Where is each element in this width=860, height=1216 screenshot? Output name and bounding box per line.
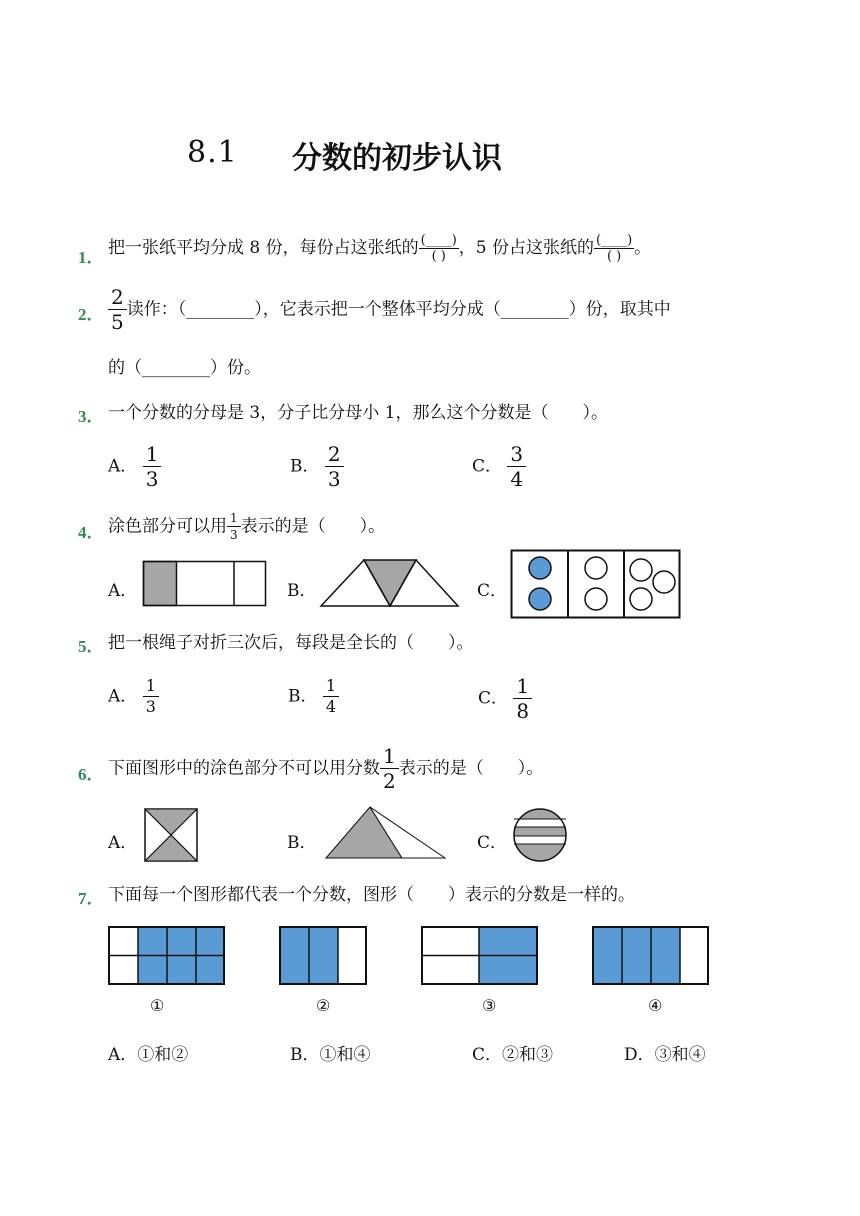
figure-a-rectangle [143,561,267,607]
question-number: 3． [78,407,104,426]
fraction: $\frac{1}{2}$ [380,746,399,791]
fraction: $\frac{1}{3}$ [143,678,159,715]
fraction: $\frac{1}{3}$ [227,512,241,541]
option-a[interactable]: A． $\frac{1}{3}$ [108,678,159,715]
option-c[interactable]: C． $\frac{3}{4}$ [472,444,526,489]
option-d[interactable]: D．③和④ [624,1045,706,1065]
question-7-text: 下面每一个图形都代表一个分数，图形（ ）表示的分数是一样的。 [108,885,635,905]
figure-1-grid [108,926,226,986]
option-a[interactable]: A． $\frac{1}{3}$ [108,444,161,489]
option-c[interactable]: C． [477,833,508,853]
answer-blank-fraction: $\frac{(\_\_\_\_)}{( )}$ [596,233,633,264]
figure-c-striped-circle [513,808,569,864]
option-b[interactable]: B． [287,581,317,601]
figure-a-hourglass-square [144,808,200,864]
q1-text-part1: 把一张纸平均分成 8 份，每份占这张纸的 [108,238,419,258]
figure-2-grid [279,926,369,986]
question-5-text: 把一根绳子对折三次后，每段是全长的（ ）。 [108,633,474,653]
figure-3-label: ③ [482,996,497,1015]
question-number: 6． [78,765,104,784]
section-number: 8.1 [187,135,238,170]
option-b[interactable]: B． $\frac{2}{3}$ [290,444,344,489]
question-number: 7． [78,889,104,908]
option-c[interactable]: C． $\frac{1}{8}$ [478,676,532,721]
figure-2-label: ② [316,996,331,1015]
q1-text-part3: 。 [634,238,652,258]
option-b[interactable]: B． $\frac{1}{4}$ [288,678,339,715]
figure-b-triangles [320,559,460,609]
page-title: 分数的初步认识 [292,141,502,176]
question-2-text-line2: 的（________）份。 [108,358,261,378]
figure-3-grid [421,926,539,986]
question-number: 1． [78,248,104,267]
q2-text-part1: 读作：（________），它表示把一个整体平均分成（________）份，取其中 [126,299,671,320]
fraction: $\frac{2}{3}$ [325,444,344,489]
figure-b-triangle [325,806,447,860]
fraction: $\frac{1}{8}$ [513,676,532,721]
fraction: $\frac{1}{4}$ [323,678,339,715]
question-number: 5． [78,637,104,656]
option-b[interactable]: B．①和④ [290,1045,371,1065]
figure-4-label: ④ [648,996,663,1015]
option-c[interactable]: C．②和③ [472,1045,554,1065]
question-6-text: 下面图形中的涂色部分不可以用分数 $\frac{1}{2}$ 表示的是（ ）。 [108,744,544,793]
fraction: $\frac{3}{4}$ [507,444,526,489]
option-a[interactable]: A． [108,581,138,601]
question-2-text [108,287,671,332]
fraction: $\frac{1}{3}$ [143,444,162,489]
question-number: 2． [78,305,104,324]
figure-1-label: ① [150,996,165,1015]
question-4-text: 涂色部分可以用 $\frac{1}{3}$ 表示的是（ ）。 [108,511,386,542]
q1-text-part2: ，5 份占这张纸的 [458,238,595,258]
question-3-text: 一个分数的分母是 3，分子比分母小 1，那么这个分数是（ ）。 [108,403,608,423]
question-1-text [108,234,651,263]
question-number: 4． [78,523,104,542]
figure-4-grid [592,926,710,986]
option-a[interactable]: A．①和② [108,1045,189,1065]
option-a[interactable]: A． [108,833,138,853]
option-b[interactable]: B． [287,833,317,853]
figure-c-circles [511,550,681,620]
fraction: $\frac{2}{5}$ [108,287,127,332]
answer-blank-fraction: $\frac{(\_\_\_\_)}{( )}$ [420,233,457,264]
option-c[interactable]: C． [477,581,508,601]
